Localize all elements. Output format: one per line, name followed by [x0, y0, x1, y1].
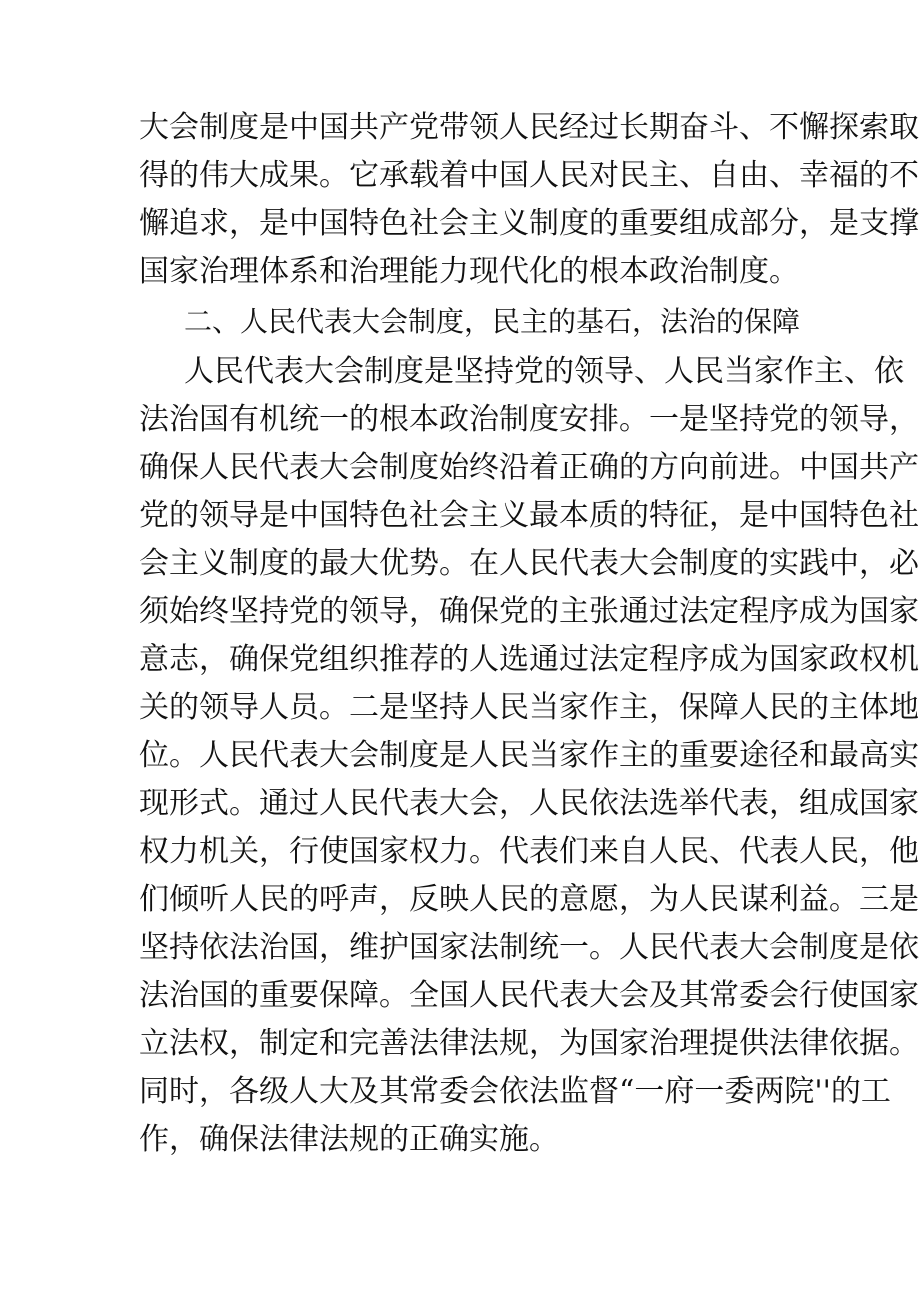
paragraph-2-line: 立法权，制定和完善法律法规，为国家治理提供法律依据。: [139, 1026, 919, 1061]
paragraph-2-line: 权力机关，行使国家权力。代表们来自人民、代表人民，他: [139, 834, 919, 869]
paragraph-2-line: 现形式。通过人民代表大会，人民依法选举代表，组成国家: [139, 786, 919, 821]
paragraph-2-line: 意志，确保党组织推荐的人选通过法定程序成为国家政权机: [139, 642, 919, 677]
paragraph-2-line: 关的领导人员。二是坚持人民当家作主，保障人民的主体地: [139, 690, 919, 725]
paragraph-1-line: 得的伟大成果。它承载着中国人民对民主、自由、幸福的不: [139, 158, 919, 193]
paragraph-2-line: 法治国的重要保障。全国人民代表大会及其常委会行使国家: [139, 978, 919, 1013]
paragraph-2-line: 坚持依法治国，维护国家法制统一。人民代表大会制度是依: [139, 930, 919, 965]
paragraph-2-line: 同时，各级人大及其常委会依法监督“一府一委两院''的工: [139, 1074, 891, 1109]
paragraph-2-line: 位。人民代表大会制度是人民当家作主的重要途径和最高实: [139, 738, 919, 773]
paragraph-2-line: 党的领导是中国特色社会主义最本质的特征，是中国特色社: [139, 498, 919, 533]
paragraph-2-line: 人民代表大会制度是坚持党的领导、人民当家作主、依: [184, 354, 904, 389]
paragraph-2-line: 确保人民代表大会制度始终沿着正确的方向前进。中国共产: [139, 450, 919, 485]
paragraph-1-line: 大会制度是中国共产党带领人民经过长期奋斗、不懈探索取: [139, 110, 919, 145]
section-heading: 二、人民代表大会制度，民主的基石，法治的保障: [184, 305, 801, 338]
paragraph-2-line: 会主义制度的最大优势。在人民代表大会制度的实践中，必: [139, 546, 919, 581]
paragraph-1-line: 国家治理体系和治理能力现代化的根本政治制度。: [139, 254, 799, 289]
paragraph-2-line: 作，确保法律法规的正确实施。: [139, 1122, 559, 1157]
paragraph-2-line: 须始终坚持党的领导，确保党的主张通过法定程序成为国家: [139, 594, 919, 629]
paragraph-1-line: 懈追求，是中国特色社会主义制度的重要组成部分，是支撑: [139, 206, 919, 241]
paragraph-2-line: 们倾听人民的呼声，反映人民的意愿，为人民谋利益。三是: [139, 882, 919, 917]
paragraph-2-line: 法治国有机统一的根本政治制度安排。一是坚持党的领导，: [139, 402, 919, 437]
